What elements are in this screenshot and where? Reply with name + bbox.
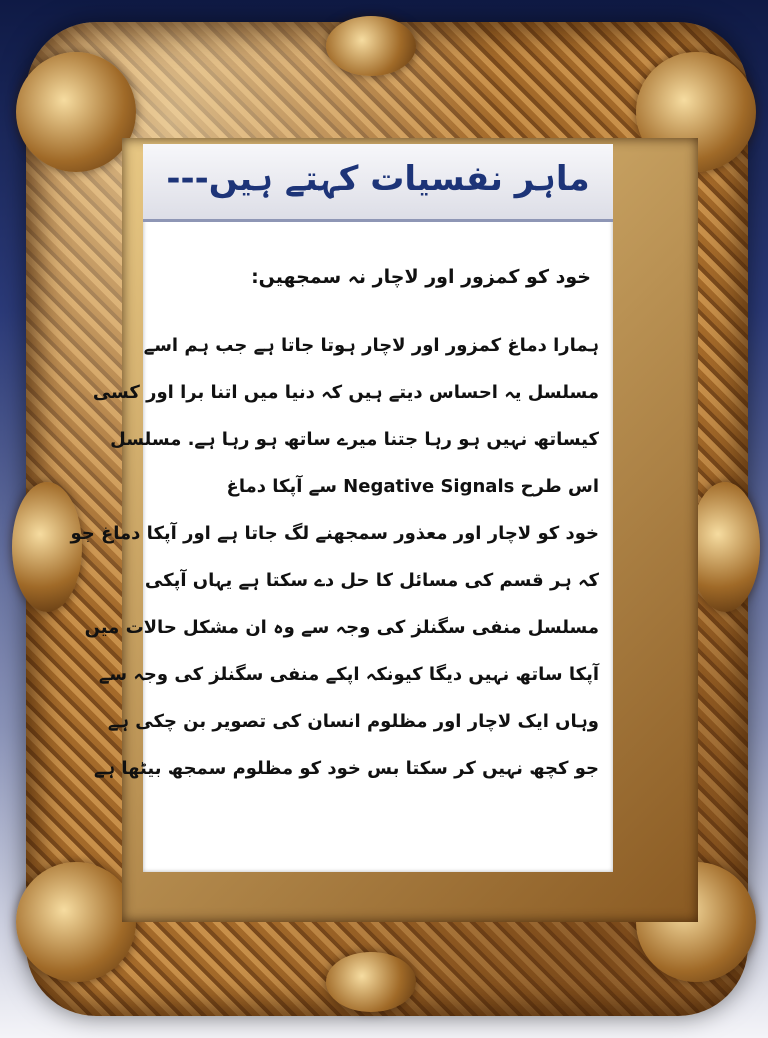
body-line: جو کچھ نہیں کر سکتا بس خود کو مظلوم سمجھ بیٹھا ہے (94, 758, 599, 779)
frame-right-ornament (690, 482, 760, 612)
page-title: ماہر نفسیات کہتے ہیں--- (166, 159, 590, 199)
section-heading: خود کو کمزور اور لاچار نہ سمجھیں: (251, 266, 591, 288)
body-line: خود کو لاچار اور معذور سمجھنے لگ جاتا ہے اور آپکا دماغ جو (70, 523, 599, 544)
title-divider (143, 219, 613, 222)
body-line: آپکا ساتھ نہیں دیگا کیونکہ اپکے منفی سگنلز کی وجہ سے (98, 664, 599, 685)
title-bar (143, 144, 613, 222)
body-paragraph (70, 322, 599, 792)
body-line: کیساتھ نہیں ہو رہا جتنا میرے ساتھ ہو رہا ہے. مسلسل (110, 429, 599, 450)
frame-top-ornament (326, 16, 416, 76)
body-line: ہمارا دماغ کمزور اور لاچار ہوتا جاتا ہے جب ہم اسے (143, 335, 599, 356)
frame-corner-ornament-bottom-left (16, 862, 136, 982)
body-line: کہ ہر قسم کی مسائل کا حل دے سکتا ہے یہاں آپکی (144, 570, 599, 591)
frame-bottom-ornament (326, 952, 416, 1012)
body-line: اس طرح Negative Signals سے آپکا دماغ (226, 476, 599, 497)
body-line: وہاں ایک لاچار اور مظلوم انسان کی تصویر بن چکی ہے (107, 711, 599, 732)
frame-corner-ornament-top-left (16, 52, 136, 172)
body-line: مسلسل یہ احساس دیتے ہیں کہ دنیا میں اتنا برا اور کسی (92, 382, 599, 403)
text-panel (70, 144, 613, 872)
body-line: مسلسل منفی سگنلز کی وجہ سے وہ ان مشکل حالات میں (84, 617, 599, 638)
